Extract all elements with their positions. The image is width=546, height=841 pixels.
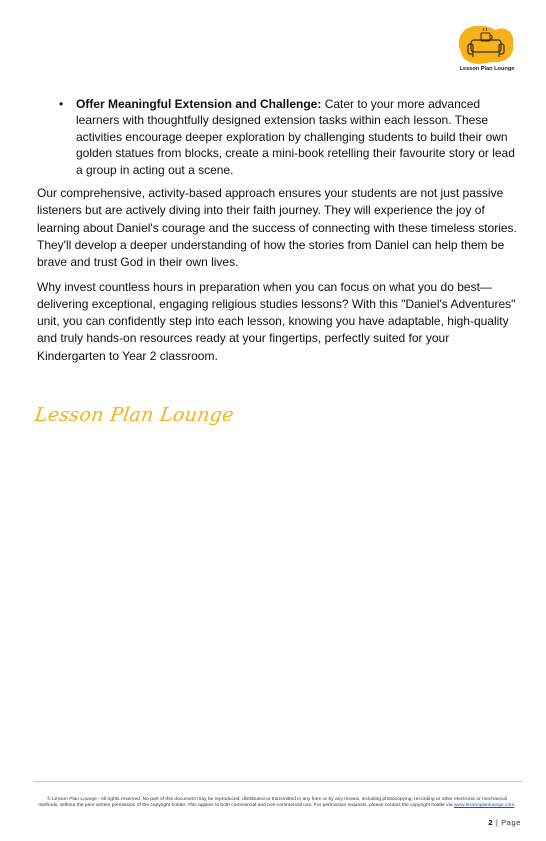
extension-bullet xyxy=(37,96,517,178)
bullet-heading: Offer Meaningful Extension and Challenge: xyxy=(76,97,322,111)
yellow-sofa-icon xyxy=(457,26,517,66)
page-label: Page xyxy=(501,818,521,827)
footer-divider xyxy=(34,781,522,782)
paragraph-approach: Our comprehensive, activity-based approach ensures your students are not just passive listeners but are actively diving into their faith journey. They will experience the joy of learning about Daniel's courage and the success of connecting with these timeless stories. They'll develop a deeper understanding of how the stories from Daniel can help them be brave and trust God in their own lives. xyxy=(37,186,517,270)
page-number xyxy=(469,818,521,827)
link-suffix: . xyxy=(514,803,516,809)
bullet-dot: • xyxy=(59,97,64,111)
page-separator: | xyxy=(493,818,502,827)
signature-script: Lesson Plan Lounge xyxy=(33,404,236,426)
website-link[interactable]: www.lessonplanlounge.com xyxy=(453,803,515,809)
document-body xyxy=(37,96,517,365)
header-logo xyxy=(451,26,523,78)
page-number-value: 2 xyxy=(488,818,494,827)
bullet-text: Cater to your more advanced learners with thoughtfully designed extension tasks within each lesson. These activities encourage deeper exploration by challenging students to build their own golden statues from blocks, create a mini-book retelling their favourite story or lead a group in acting out a scene. xyxy=(76,97,515,177)
logo-text: Lesson Plan Lounge xyxy=(459,66,515,72)
copyright-text: © Lesson Plan Lounge - All rights reserved. No part of this document may be reproduced, distributed or transmitted in any form or by any means, including photocopying, recording or other electronic or mechanical methods, without the prior written permission of the copyright holder. This applies to both commercial and non-commercial use. For permission requests, please contact the copyright holder via xyxy=(38,797,507,809)
paragraph-why-invest: Why invest countless hours in preparation when you can focus on what you do best—delivering exceptional, engaging religious studies lessons? With this "Daniel's Adventures" unit, you can confidently step into each lesson, knowing you have adaptable, high-quality and truly hands-on resources ready at your fingertips, perfectly suited for your Kindergarten to Year 2 classroom. xyxy=(37,279,516,363)
footer-copyright xyxy=(38,797,516,810)
